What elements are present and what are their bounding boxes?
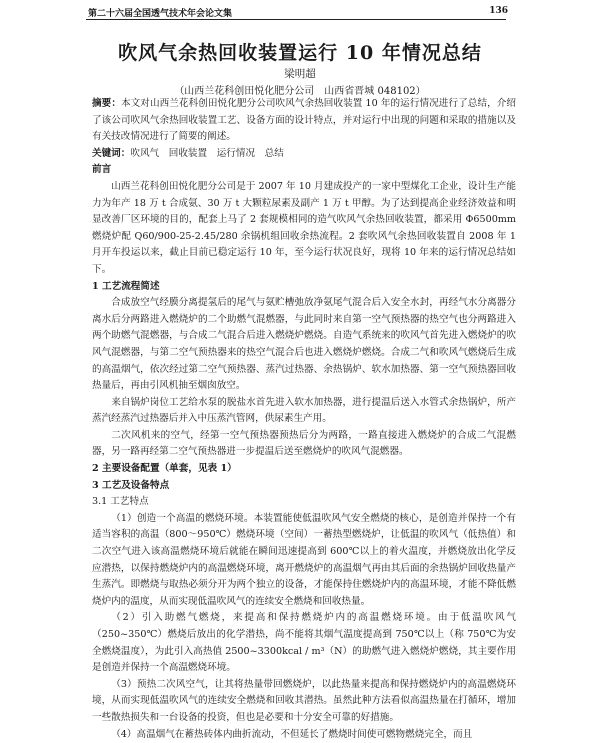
paper-affiliation: （山西兰花科创田悦化肥分公司 山西省晋城 048102）	[174, 86, 426, 97]
section3-item-3: （3）预热二次风空气，让其将热量带回燃烧炉，以此热量来提高和保持燃烧炉内的高温燃烧环境，从而实现低温吹风气的连续安全燃烧和回收其潜热。虽然此种方法看似高温热量在打循环，增加一些散热损失和一台设备的投资，但也是必要和十分安全可靠的好措施。	[92, 678, 516, 723]
section1-para-1: 合成放空气经膜分离提氢后的尾气与氨贮槽弛放净氨尾气混合后入安全水封，再经气水分离器分离水后分两路进入燃烧炉的二个助燃气混燃器，与此同时来自第一空气预热器的热空气也分两路进入两个助燃气混燃器，与合成二气混合后进入燃烧炉燃烧。自造气系统来的吹风气首先进入燃烧炉的吹风气混燃器，与第二空气预热器来的热空气混合后也进入燃烧炉燃烧。合成二气和吹风气燃烧后生成的高温烟气，依次经过第二空气预热器、蒸汽过热器、余热锅炉、软水加热器、第一空气预热器回收热量后，再由引风机抽至烟囱放空。	[92, 297, 516, 392]
section3-heading: 3 工艺及设备特点	[92, 479, 170, 491]
header-rule	[86, 19, 506, 20]
abstract-text: 本文对山西兰花科创田悦化肥分公司吹风气余热回收装置 10 年的运行情况进行了总结，介绍了该公司吹风气余热回收装置工艺、设备方面的设计特点，并对运行中出现的问题和采取的措施以及有关技改情况进行了简要的阐述。	[92, 98, 517, 143]
section1-para-3: 二次风机来的空气，经第一空气预热器预热后分为两路，一路直接进入燃烧炉的合成二气混燃器，另一路再经第二空气预热器进一步提温后送至燃烧炉的吹风气混燃器。	[92, 429, 516, 458]
paper-body	[92, 96, 516, 743]
paper-author: 梁明超	[284, 68, 316, 80]
page-number: 136	[489, 6, 508, 16]
foreword-text: 山西兰花科创田悦化肥分公司是于 2007 年 10 月建成投产的一家中型煤化工企业，设计生产能力为年产 18 万 t 合成氨、30 万 t 大颗粒尿素及副产 1 万 t 甲醇。为了达到提高企业经济效益和明显改善厂区环境的目的，配套上马了 2 套规模相同的造气吹风气余热回收装置，都采用 Φ6500mm 燃烧炉配 Q60/900-25-2.45/280 余锅机组回收余热流程。2 套吹风气余热回收装置自 2008 年 1 月开车投运以来，截止目前已稳定运行 10 年，至今运行状况良好，现将 10 年来的运行情况总结如下。	[92, 180, 516, 275]
header-left: 第二十六届全国透气技术年会论文集	[88, 9, 233, 19]
section3-item-2: （2）引入助燃气燃烧，来提高和保持燃烧炉内的高温燃烧环境。由于低温吹风气（250~350℃）燃烧后放出的化学潜热，尚不能将其烟气温度提高到 750℃以上（称 750℃为安全燃烧温度），为此引入高热值 2500~3300kcal / m³（N）的助燃气进入燃烧炉燃烧，其主要作用是创造并保持一个高温燃烧环境。	[92, 612, 516, 674]
foreword-heading: 前言	[92, 164, 112, 176]
keywords-label: 关键词：	[92, 147, 131, 159]
section3-subheading: 3.1 工艺特点	[92, 496, 149, 508]
running-header	[88, 4, 508, 20]
abstract	[92, 96, 516, 146]
abstract-label: 摘要：	[92, 98, 121, 109]
paper-title: 吹风气余热回收装置运行 10 年情况总结	[118, 42, 482, 64]
section3-item-1: （1）创造一个高温的燃烧环境。本装置能使低温吹风气安全燃烧的核心，是创造并保持一个有适当容积的高温（800～950℃）燃烧环境（空间）一蓄热型燃烧炉，让低温的吹风气（低热值）和二次空气进入该高温燃烧环境后就能在瞬间迅速提高到 600℃以上的着火温度，并燃烧放出化学反应潜热，以保持燃烧炉内的高温燃烧环境，离开燃烧炉的高温烟气再由其后面的余热锅炉回收热量产生蒸汽。即燃烧与取热必须分开为两个独立的设备，才能保持住燃烧炉内的高温环境，才能不降低燃烧炉内的温度，从而实现低温吹风气的连续安全燃烧和回收热量。	[92, 512, 516, 607]
keywords-text: 吹风气 回收装置 运行情况 总结	[130, 147, 284, 159]
section1-para-2: 来自锅炉岗位工艺给水泵的脱盐水首先进入软水加热器，进行提温后送入水管式余热锅炉，所产蒸汽经蒸汽过热器后并入中压蒸汽管网，供尿素生产用。	[92, 396, 516, 425]
section1-heading: 1 工艺流程简述	[92, 280, 160, 292]
section3-item-4: （4）高温烟气在蓄热砖体内曲折流动，不但延长了燃烧时间使可燃物燃烧完全，而且	[111, 728, 473, 740]
section2-heading: 2 主要设备配置（单套，见表 1）	[92, 463, 237, 475]
keywords	[92, 146, 516, 163]
